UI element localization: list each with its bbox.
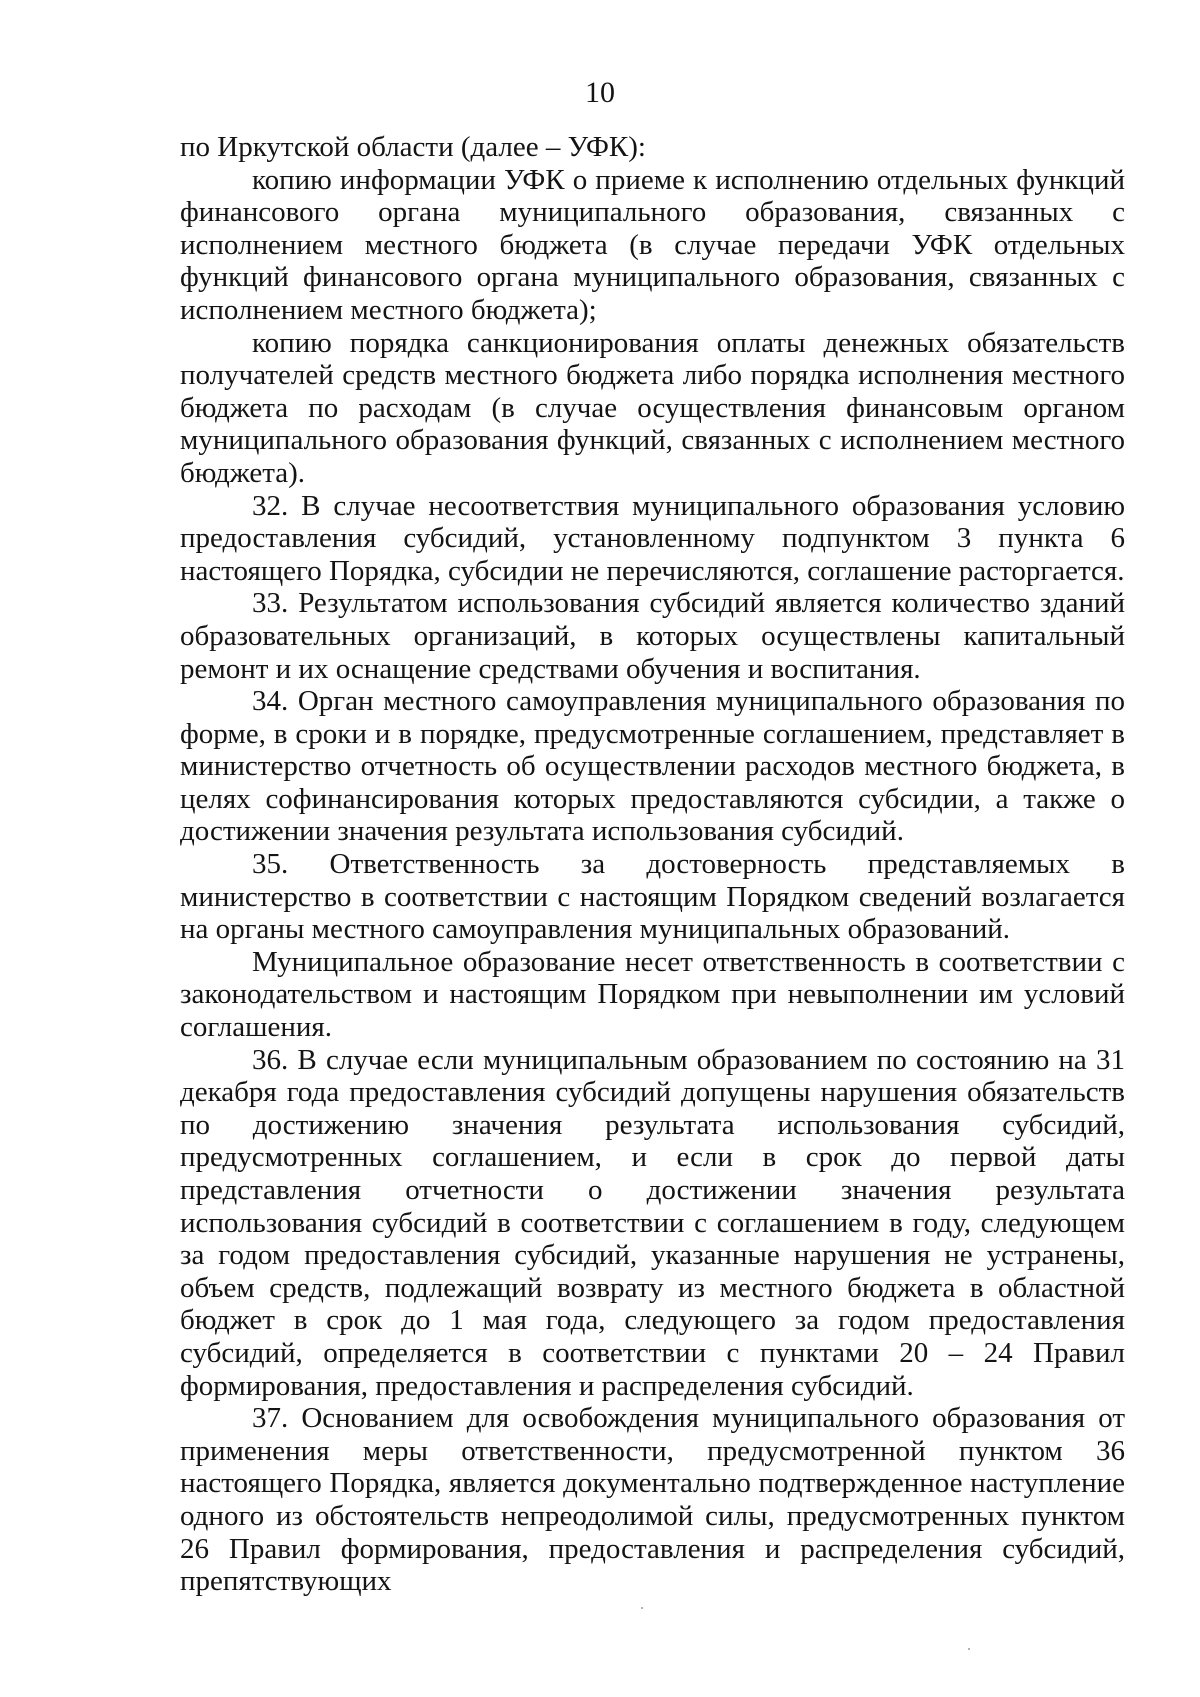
page-number: 10 [585, 76, 615, 109]
paragraph-responsibility: Муниципальное образование несет ответственность в соответствии с законодательством и настоящим Порядком при невыполнении им условий соглашения. [180, 945, 1125, 1044]
paragraph-item-33: 33. Результатом использования субсидий является количество зданий образовательных организаций, в которых осуществлены капитальный ремонт и их оснащение средствами обучения и воспитания. [180, 587, 1125, 685]
paragraph-item-36: 36. В случае если муниципальным образованием по состоянию на 31 декабря года предоставления субсидий допущены нарушения обязательств по достижению значения результата использования субсидий, предусмотренных соглашением, и если в срок до первой даты представления отчетности о достижении значения результата использования субсидий в соответствии с соглашением в году, следующем за годом предоставления субсидий, указанные нарушения не устранены, объем средств, подлежащий возврату из местного бюджета в областной бюджет в срок до 1 мая года, следующего за годом предоставления субсидий, определяется в соответствии с пунктами 20 – 24 Правил формирования, предоставления и распределения субсидий. [180, 1043, 1125, 1402]
paragraph-item-35: 35. Ответственность за достоверность представляемых в министерство в соответствии с настоящим Порядком сведений возлагается на органы местного самоуправления муниципальных образований. [180, 848, 1125, 946]
paragraph-ufk-info-copy: копию информации УФК о приеме к исполнению отдельных функций финансового органа муниципального образования, связанных с исполнением местного бюджета (в случае передачи УФК отдельных функций финансового органа муниципального образования, связанных с исполнением местного бюджета); [180, 163, 1125, 326]
scan-speck [641, 1607, 643, 1609]
paragraph-item-32: 32. В случае несоответствия муниципального образования условию предоставления субсидий, установленному подпунктом 3 пункта 6 настоящего Порядка, субсидии не перечисляются, соглашение расторгается. [180, 489, 1125, 587]
paragraph-item-37: 37. Основанием для освобождения муниципального образования от применения меры ответственности, предусмотренной пунктом 36 настоящего Порядка, является документально подтвержденное наступление одного из обстоятельств непреодолимой силы, предусмотренных пунктом 26 Правил формирования, предоставления и распределения субсидий, препятствующих [180, 1402, 1125, 1598]
paragraph-continuation: по Иркутской области (далее – УФК): [180, 131, 646, 163]
paragraph-item-34: 34. Орган местного самоуправления муниципального образования по форме, в сроки и в порядке, предусмотренные соглашением, представляет в министерство отчетность об осуществлении расходов местного бюджета, в целях софинансирования которых предоставляются субсидии, а также о достижении значения результата использования субсидий. [180, 685, 1125, 848]
scan-speck [968, 1648, 970, 1650]
document-body [180, 131, 1125, 1598]
paragraph-sanction-order-copy: копию порядка санкционирования оплаты денежных обязательств получателей средств местного бюджета либо порядка исполнения местного бюджета по расходам (в случае осуществления финансовым органом муниципального образования функций, связанных с исполнением местного бюджета). [180, 326, 1125, 489]
